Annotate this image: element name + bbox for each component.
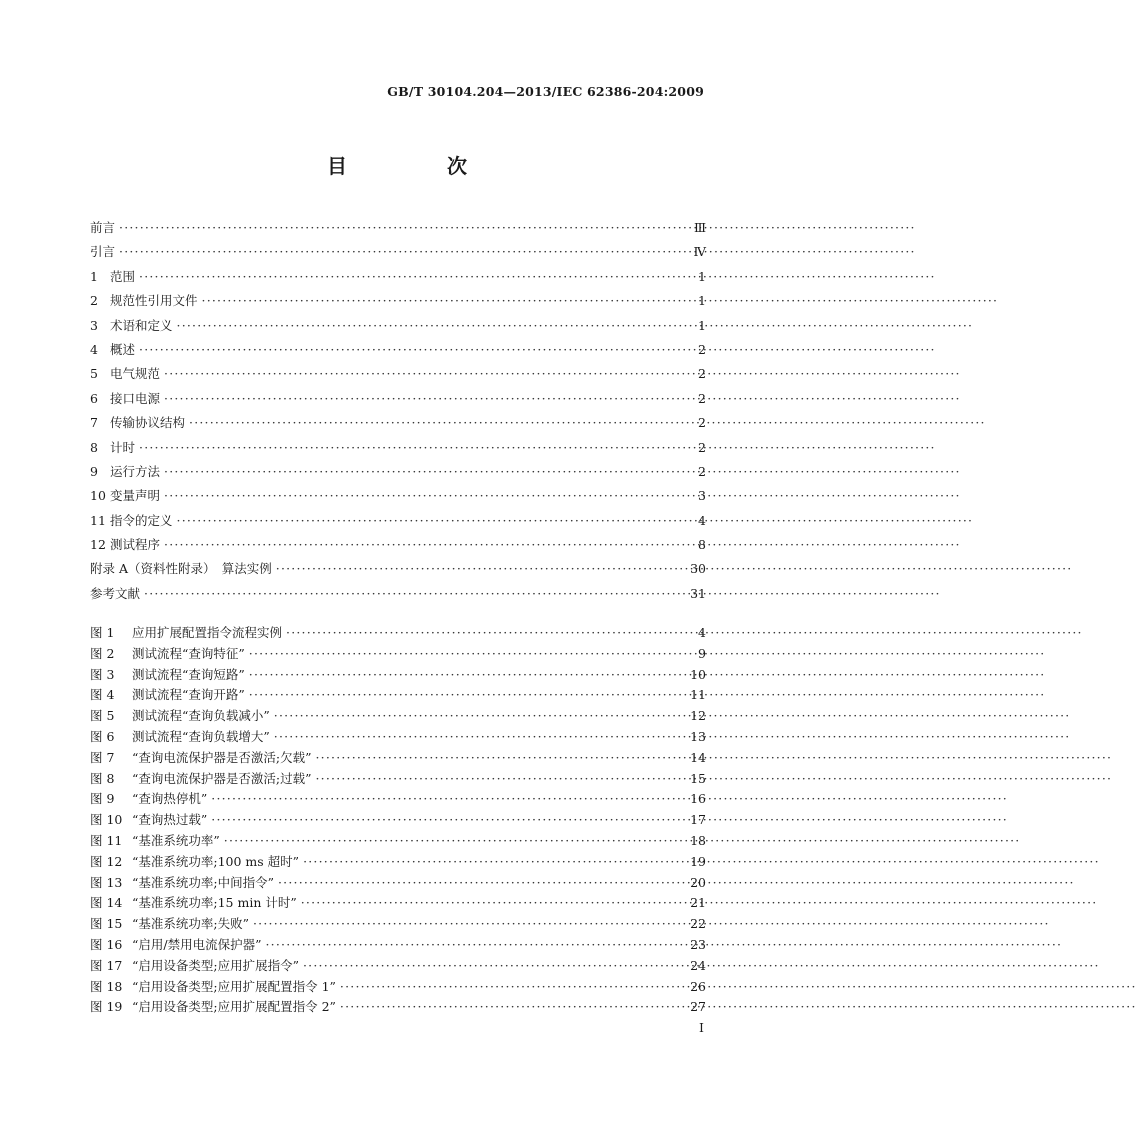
toc-figure-page: 27 — [690, 999, 706, 1015]
toc-figure-title: “启用设备类型;应用扩展配置指令 2” — [132, 999, 336, 1015]
toc-entry-title: 电气规范 — [110, 366, 161, 382]
toc-leader-dots — [303, 956, 686, 977]
toc-figure-title: “查询热过载” — [132, 812, 208, 828]
toc-entry[interactable] — [90, 265, 706, 289]
toc-leader-dots — [224, 831, 686, 852]
toc-leader-dots — [164, 387, 692, 411]
toc-entry-number: 3 — [90, 317, 98, 333]
toc-leader-dots — [249, 644, 692, 665]
toc-leader-dots — [164, 533, 692, 557]
toc-entry-number: 6 — [90, 390, 98, 406]
toc-entry-page: 2 — [698, 415, 706, 431]
toc-figure-entry[interactable] — [90, 727, 706, 748]
toc-figure-entry[interactable] — [90, 935, 706, 956]
toc-entry-page: 30 — [690, 561, 706, 577]
toc-entry[interactable] — [90, 240, 706, 264]
toc-figure-entry[interactable] — [90, 623, 706, 644]
toc-figure-entry[interactable] — [90, 685, 706, 706]
toc-figure-entry[interactable] — [90, 789, 706, 810]
toc-entry-page: 2 — [698, 390, 706, 406]
toc-entry[interactable] — [90, 582, 706, 606]
toc-leader-dots — [340, 997, 686, 1018]
toc-leader-dots — [253, 914, 686, 935]
toc-entry-page: 31 — [690, 585, 706, 601]
toc-figure-title: 测试流程“查询短路” — [132, 666, 245, 682]
toc-leader-dots — [144, 582, 686, 606]
toc-entry[interactable] — [90, 362, 706, 386]
toc-figure-page: 19 — [690, 853, 706, 869]
toc-leader-dots — [211, 789, 686, 810]
toc-leader-dots — [249, 685, 686, 706]
toc-entry[interactable] — [90, 509, 706, 533]
toc-entry-page: 3 — [698, 488, 706, 504]
toc-entry-page: 1 — [698, 317, 706, 333]
toc-figure-page: 23 — [690, 936, 706, 952]
toc-figure-title: “启用设备类型;应用扩展指令” — [132, 957, 299, 973]
toc-entry-number: 2 — [90, 293, 98, 309]
toc-entry-number: 8 — [90, 439, 98, 455]
toc-figure-title: 测试流程“查询负载减小” — [132, 708, 270, 724]
toc-entry-title: 指令的定义 — [110, 512, 173, 528]
toc-entry-number: 1 — [90, 268, 98, 284]
toc-figure-entry[interactable] — [90, 831, 706, 852]
toc-figure-page: 14 — [690, 749, 706, 765]
toc-entry-number: 7 — [90, 415, 98, 431]
toc-leader-dots — [164, 484, 692, 508]
toc-leader-dots — [177, 509, 692, 533]
toc-entry-number: 9 — [90, 463, 98, 479]
toc-leader-dots — [316, 769, 687, 790]
toc-figure-title: “查询热停机” — [132, 791, 208, 807]
toc-figure-number: 图 10 — [90, 812, 123, 828]
toc-figure-title: “基准系统功率;中间指令” — [132, 874, 274, 890]
toc-entry[interactable] — [90, 484, 706, 508]
toc-entry-page: 1 — [698, 268, 706, 284]
toc-figure-title: “启用设备类型;应用扩展配置指令 1” — [132, 978, 336, 994]
toc-figure-entry[interactable] — [90, 644, 706, 665]
toc-leader-dots — [301, 893, 686, 914]
toc-figure-entry[interactable] — [90, 956, 706, 977]
toc-leader-dots — [189, 411, 692, 435]
toc-figure-number: 图 4 — [90, 687, 115, 703]
toc-leader-dots — [276, 557, 686, 581]
toc-figure-page: 15 — [690, 770, 706, 786]
toc-entry-title: 附录 A（资料性附录） 算法实例 — [90, 561, 272, 577]
toc-figure-entry[interactable] — [90, 748, 706, 769]
toc-figure-title: “基准系统功率;失败” — [132, 916, 249, 932]
toc-entry-title: 传输协议结构 — [110, 415, 186, 431]
toc-leader-dots — [274, 727, 686, 748]
toc-entry[interactable] — [90, 216, 706, 240]
toc-figure-number: 图 3 — [90, 666, 115, 682]
toc-figure-number: 图 5 — [90, 708, 115, 724]
toc-leader-dots — [119, 240, 689, 264]
toc-entry-title: 范围 — [110, 268, 136, 284]
toc-leader-dots — [211, 810, 686, 831]
toc-figure-page: 22 — [690, 916, 706, 932]
toc-entry-title: 参考文献 — [90, 585, 141, 601]
toc-figure-number: 图 2 — [90, 645, 115, 661]
toc-figure-title: 应用扩展配置指令流程实例 — [132, 625, 283, 640]
toc-figure-number: 图 8 — [90, 770, 115, 786]
toc-entry-page: 4 — [698, 512, 706, 528]
toc-leader-dots — [177, 314, 692, 338]
toc-figure-page: 13 — [690, 728, 706, 744]
toc-leader-dots — [278, 873, 686, 894]
toc-figure-number: 图 1 — [90, 625, 115, 640]
toc-figure-number: 图 18 — [90, 978, 123, 994]
toc-entry-page: 1 — [698, 293, 706, 309]
toc-figure-page: 24 — [690, 957, 706, 973]
toc-entry[interactable] — [90, 411, 706, 435]
toc-leader-dots — [303, 852, 686, 873]
toc-figure-page: 16 — [690, 791, 706, 807]
toc-figure-number: 图 14 — [90, 895, 123, 911]
toc-figure-entry[interactable] — [90, 706, 706, 727]
toc-entry-number: 12 — [90, 537, 106, 553]
toc-entry[interactable] — [90, 533, 706, 557]
toc-leader-dots — [139, 265, 692, 289]
toc-figure-number: 图 11 — [90, 832, 123, 848]
toc-entry-number: 11 — [90, 512, 106, 528]
toc-entry-title: 变量声明 — [110, 488, 161, 504]
toc-figure-number: 图 6 — [90, 728, 115, 744]
toc-entry-title: 测试程序 — [110, 537, 161, 553]
toc-figure-entry[interactable] — [90, 810, 706, 831]
toc-figure-number: 图 12 — [90, 853, 123, 869]
toc-figure-title: “基准系统功率;15 min 计时” — [132, 895, 297, 911]
toc-figure-entry[interactable] — [90, 977, 706, 998]
toc-leader-dots — [119, 216, 690, 240]
toc-leader-dots — [164, 460, 692, 484]
toc-figure-number: 图 15 — [90, 916, 123, 932]
toc-entry[interactable] — [90, 436, 706, 460]
toc-figure-number: 图 9 — [90, 791, 115, 807]
toc-figure-page: 4 — [698, 625, 706, 640]
toc-entry-number: 4 — [90, 341, 98, 357]
toc-figure-title: 测试流程“查询特征” — [132, 645, 245, 661]
toc-figure-entry[interactable] — [90, 769, 706, 790]
standard-number-header: GB/T 30104.204—2013/IEC 62386-204:2009 — [387, 84, 704, 99]
toc-entry-title: 引言 — [90, 244, 116, 260]
toc-entry-title: 运行方法 — [110, 463, 161, 479]
toc-figure-number: 图 17 — [90, 957, 123, 973]
toc-leader-dots — [274, 706, 686, 727]
toc-figure-title: “查询电流保护器是否激活;过载” — [132, 770, 312, 786]
toc-entry-page: 8 — [698, 537, 706, 553]
toc-leader-dots — [340, 977, 686, 998]
toc-entry-title: 前言 — [90, 220, 116, 235]
toc-entry-page: 2 — [698, 463, 706, 479]
toc-figure-entry[interactable] — [90, 914, 706, 935]
toc-figure-page: 11 — [690, 687, 706, 703]
toc-entry-page: 2 — [698, 341, 706, 357]
toc-figure-page: 12 — [690, 708, 706, 724]
page-number-footer: I — [699, 1020, 704, 1035]
toc-entry[interactable] — [90, 387, 706, 411]
toc-figure-entry[interactable] — [90, 893, 706, 914]
toc-leader-dots — [316, 748, 687, 769]
toc-entry[interactable] — [90, 289, 706, 313]
toc-entry-page: Ⅲ — [693, 220, 706, 235]
toc-figure-title: “基准系统功率” — [132, 832, 220, 848]
toc-leader-dots — [139, 338, 692, 362]
toc-entry-title: 术语和定义 — [110, 317, 173, 333]
toc-figure-number: 图 13 — [90, 874, 123, 890]
toc-leader-dots — [139, 436, 692, 460]
toc-entry-title: 概述 — [110, 341, 136, 357]
toc-figure-title: 测试流程“查询开路” — [132, 687, 245, 703]
toc-figure-list — [90, 623, 706, 1018]
toc-figure-title: “基准系统功率;100 ms 超时” — [132, 853, 300, 869]
toc-figure-page: 20 — [690, 874, 706, 890]
toc-leader-dots — [286, 623, 692, 644]
toc-entry-number: 5 — [90, 366, 98, 382]
toc-figure-number: 图 19 — [90, 999, 123, 1015]
toc-entry[interactable] — [90, 460, 706, 484]
toc-figure-entry[interactable] — [90, 997, 706, 1018]
toc-entry-page: 2 — [698, 439, 706, 455]
toc-entry-title: 计时 — [110, 439, 136, 455]
toc-leader-dots — [202, 289, 692, 313]
toc-figure-entry[interactable] — [90, 852, 706, 873]
toc-leader-dots — [164, 362, 692, 386]
toc-figure-entry[interactable] — [90, 665, 706, 686]
toc-leader-dots — [266, 935, 687, 956]
toc-entry-title: 接口电源 — [110, 390, 161, 406]
toc-entry[interactable] — [90, 557, 706, 581]
toc-figure-page: 26 — [690, 978, 706, 994]
toc-figure-entry[interactable] — [90, 873, 706, 894]
toc-figure-title: 测试流程“查询负载增大” — [132, 728, 270, 744]
toc-entry[interactable] — [90, 338, 706, 362]
toc-figure-page: 10 — [690, 666, 706, 682]
toc-figure-page: 18 — [690, 832, 706, 848]
toc-entry-number: 10 — [90, 488, 106, 504]
toc-entry-page: Ⅳ — [693, 244, 706, 260]
toc-figure-title: “启用/禁用电流保护器” — [132, 936, 262, 952]
toc-figure-page: 21 — [690, 895, 706, 911]
toc-figure-number: 图 16 — [90, 936, 123, 952]
toc-figure-number: 图 7 — [90, 749, 115, 765]
toc-figure-page: 9 — [698, 645, 706, 661]
toc-entry-title: 规范性引用文件 — [110, 293, 198, 309]
toc-leader-dots — [249, 665, 686, 686]
toc-title: 目 次 — [327, 154, 507, 178]
toc-entry[interactable] — [90, 314, 706, 338]
toc-section-list — [90, 216, 706, 606]
toc-figure-page: 17 — [690, 812, 706, 828]
toc-entry-page: 2 — [698, 366, 706, 382]
toc-figure-title: “查询电流保护器是否激活;欠载” — [132, 749, 312, 765]
